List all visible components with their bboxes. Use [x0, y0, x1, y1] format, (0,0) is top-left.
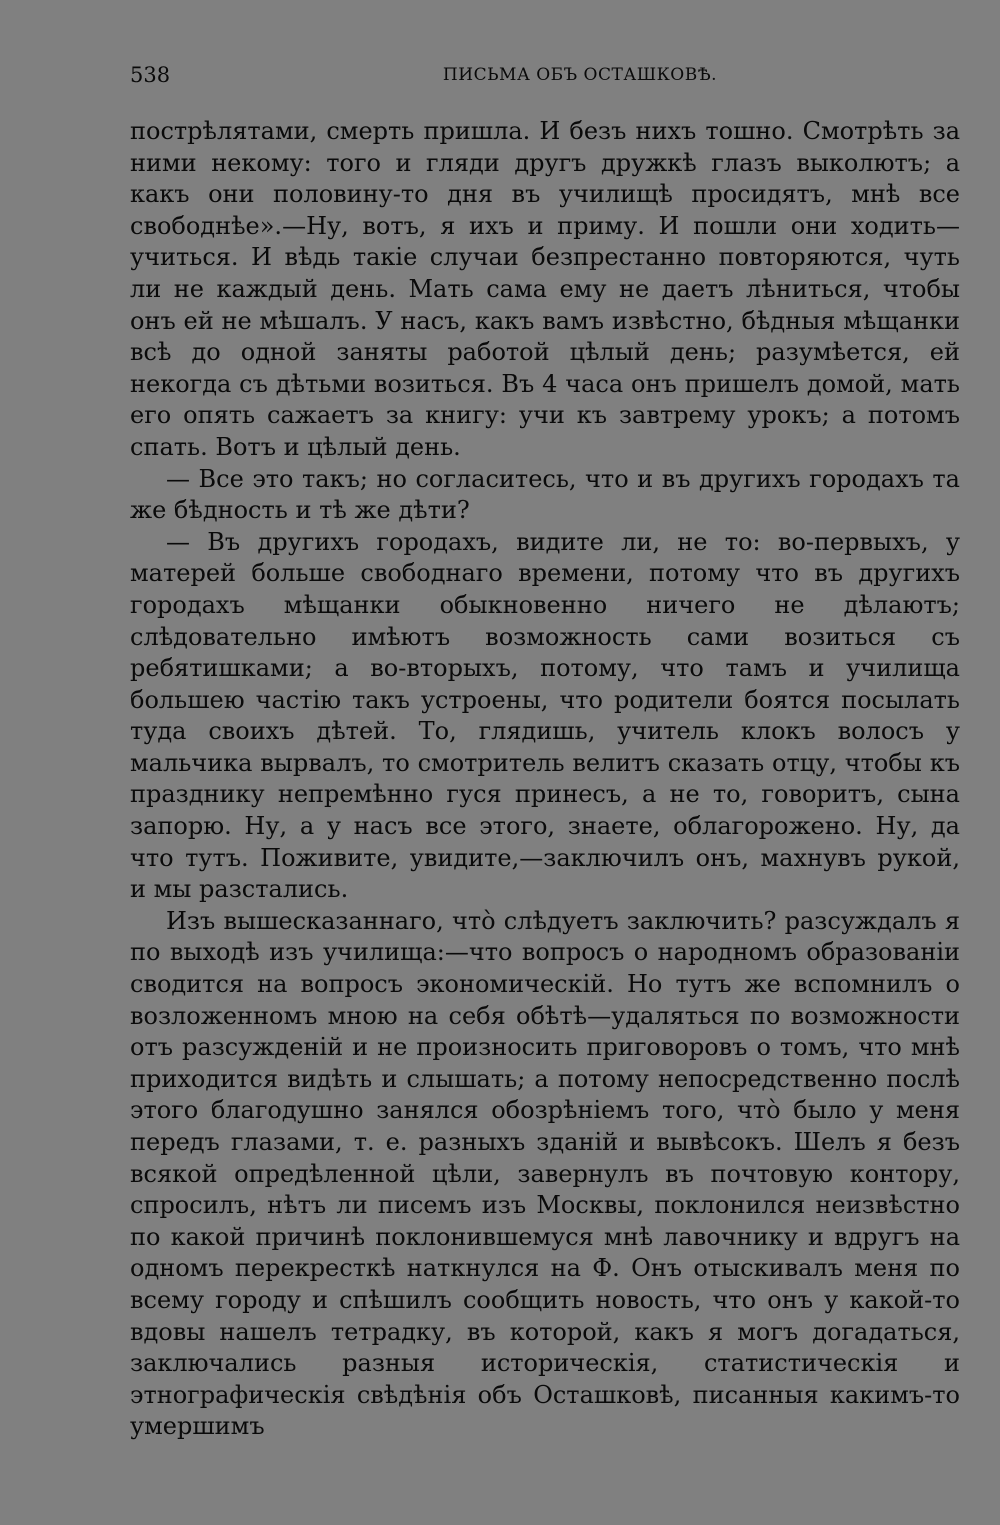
page-header	[130, 58, 960, 92]
paragraph-continued: пострѣлятами, смерть пришла. И безъ нихъ тошно. Смотрѣть за ними некому: того и гляди другъ дружкѣ глазъ выколютъ; а какъ они половину-то дня въ училищѣ просидятъ, мнѣ все свободнѣе».—Ну, вотъ, я ихъ и приму. И пошли они ходить—учиться. И вѣдь такіе случаи безпрестанно повторяются, чуть ли не каждый день. Мать сама ему не даетъ лѣниться, чтобы онъ ей не мѣшалъ. У насъ, какъ вамъ извѣстно, бѣдныя мѣщанки всѣ до одной заняты работой цѣлый день; разумѣется, ей некогда съ дѣтьми возиться. Въ 4 часа онъ пришелъ домой, мать его опять сажаетъ за книгу: учи къ завтрему урокъ; а потомъ спать. Вотъ и цѣлый день.	[130, 117, 960, 461]
book-page	[130, 58, 960, 1443]
paragraph-question: — Все это такъ; но согласитесь, что и въ другихъ городахъ та же бѣдность и тѣ же дѣти?	[130, 464, 960, 525]
body-text	[130, 116, 960, 1443]
paragraph-narration: Изъ вышесказаннаго, что̀ слѣдуетъ заключить? разсуждалъ я по выходѣ изъ училища:—что вопросъ о народномъ образованіи сводится на вопросъ экономическій. Но тутъ же вспомнилъ о возложенномъ мною на себя обѣтѣ—удаляться по возможности отъ разсужденій и не произносить приговоровъ о томъ, что мнѣ приходится видѣть и слышать; а потому непосредственно послѣ этого благодушно занялся обозрѣніемъ того, что̀ было у меня передъ глазами, т. е. разныхъ зданій и вывѣсокъ. Шелъ я безъ всякой опредѣленной цѣли, завернулъ въ почтовую контору, спросилъ, нѣтъ ли писемъ изъ Москвы, поклонился неизвѣстно по какой причинѣ поклонившемуся мнѣ лавочнику и вдругъ на одномъ перекресткѣ наткнулся на Ф. Онъ отыскивалъ меня по всему городу и спѣшилъ сообщить новость, что онъ у какой-то вдовы нашелъ тетрадку, въ которой, какъ я могъ догадаться, заключались разныя историческія, статистическія и этнографическія свѣдѣнія объ Осташковѣ, писанныя какимъ-то умершимъ	[130, 906, 960, 1441]
paragraph-answer: — Въ другихъ городахъ, видите ли, не то: во-первыхъ, у матерей больше свободнаго времени, потому что въ другихъ городахъ мѣщанки обыкновенно ничего не дѣлаютъ; слѣдовательно имѣютъ возможность сами возиться съ ребятишками; а во-вторыхъ, потому, что тамъ и училища большею частію такъ устроены, что родители боятся посылать туда своихъ дѣтей. То, глядишь, учитель клокъ волосъ у мальчика вырвалъ, то смотритель велитъ сказать отцу, чтобы къ празднику непремѣнно гуся принесъ, а не то, говоритъ, сына запорю. Ну, а у насъ все этого, знаете, облагорожено. Ну, да что тутъ. Поживите, увидите,—заключилъ онъ, махнувъ рукой, и мы разстались.	[130, 527, 960, 904]
running-title: ПИСЬМА ОБЪ ОСТАШКОВѢ.	[442, 65, 718, 85]
page-number: 538	[130, 63, 171, 87]
